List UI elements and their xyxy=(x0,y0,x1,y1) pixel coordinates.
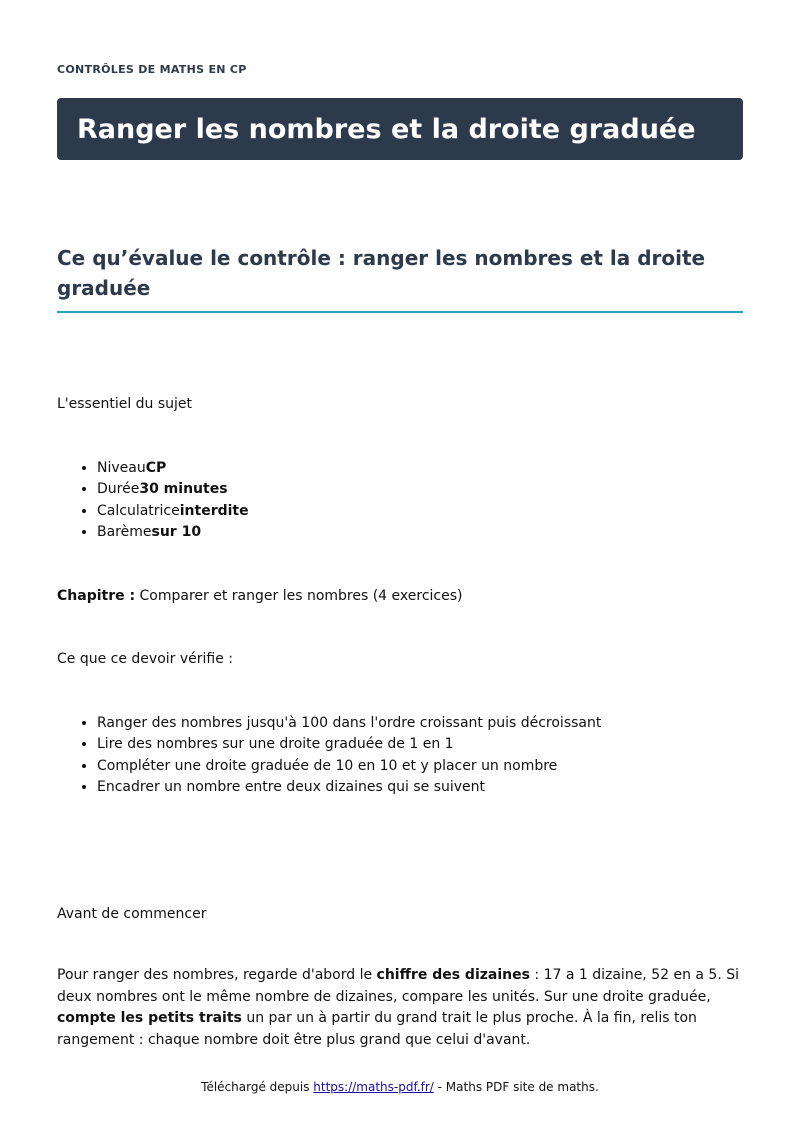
paragraph-bold: chiffre des dizaines xyxy=(376,967,530,983)
verifie-heading: Ce que ce devoir vérifie : xyxy=(57,651,234,667)
list-item: • Compléter une droite graduée de 10 en 10 et y placer un nombre xyxy=(97,756,783,777)
list-item xyxy=(97,522,783,543)
item-label: Niveau xyxy=(97,460,146,476)
avant-paragraph xyxy=(57,965,743,1051)
footer-link[interactable]: https://maths-pdf.fr/ xyxy=(313,1080,434,1094)
paragraph-text: Pour ranger des nombres, regarde d'abord le xyxy=(57,967,377,983)
list-item xyxy=(97,458,783,479)
footer-suffix: - Maths PDF site de maths. xyxy=(433,1080,599,1094)
paragraph-text: : 17 a 1 dizaine, 52 en a 5. Si deux nombres ont le même nombre de dizaines, compare les unités. Sur une droite graduée, xyxy=(57,967,740,1005)
title-banner xyxy=(57,98,743,160)
avant-heading: Avant de commencer xyxy=(57,906,207,922)
list-item: • Lire des nombres sur une droite graduée de 1 en 1 xyxy=(97,734,783,755)
chapitre-label: Chapitre : xyxy=(57,588,136,604)
verifie-list xyxy=(57,713,783,798)
list-item xyxy=(97,479,783,500)
footer xyxy=(0,1080,800,1094)
section-title: Ce qu’évalue le contrôle : ranger les nombres et la droite graduée xyxy=(57,243,743,313)
list-item: • Encadrer un nombre entre deux dizaines qui se suivent xyxy=(97,777,783,798)
item-value: interdite xyxy=(179,502,249,519)
item-value: 30 minutes xyxy=(139,481,228,498)
series-kicker: CONTRÔLES DE MATHS EN CP xyxy=(57,63,247,76)
item-value: CP xyxy=(145,460,167,476)
chapitre-line xyxy=(57,586,743,607)
page-title: Ranger les nombres et la droite graduée xyxy=(77,113,696,145)
footer-prefix: Téléchargé depuis xyxy=(201,1080,314,1094)
paragraph-bold: compte les petits traits xyxy=(57,1010,242,1026)
item-label: Calculatrice xyxy=(97,502,180,519)
essentiel-list xyxy=(57,458,783,543)
item-value: sur 10 xyxy=(151,523,202,540)
list-item xyxy=(97,501,783,522)
essentiel-heading: L'essentiel du sujet xyxy=(57,396,193,412)
item-label: Durée xyxy=(97,481,140,498)
item-label: Barème xyxy=(97,523,152,540)
list-item: • Ranger des nombres jusqu'à 100 dans l'ordre croissant puis décroissant xyxy=(97,713,783,734)
chapitre-text: Comparer et ranger les nombres (4 exercices) xyxy=(135,588,463,604)
paragraph-text: un par un à partir du grand trait le plus proche. À la fin, relis ton rangement : chaque nombre doit être plus grand que celui d'avant. xyxy=(57,1010,697,1048)
